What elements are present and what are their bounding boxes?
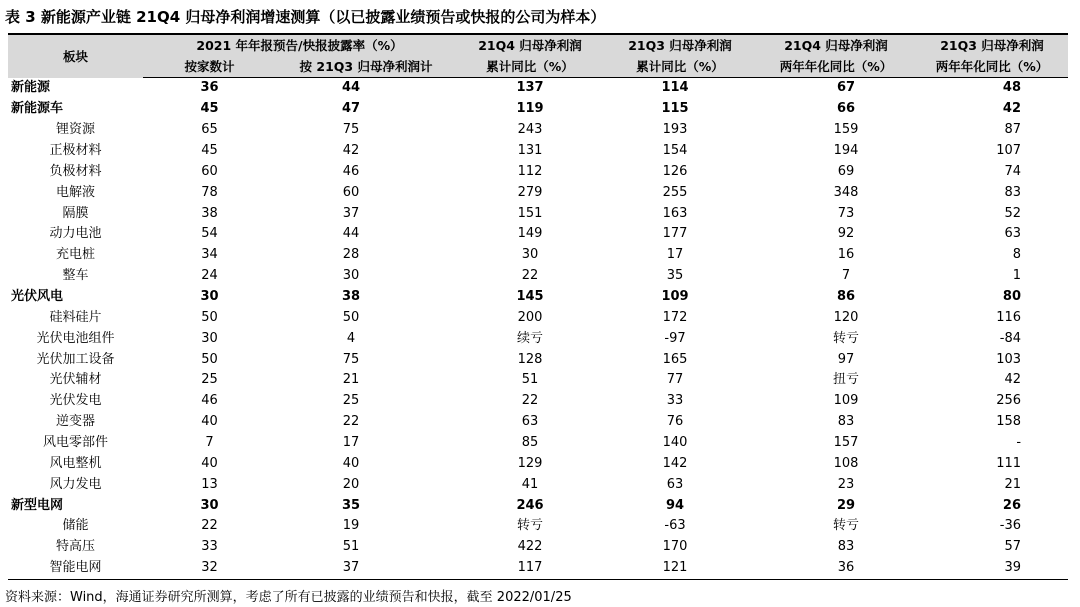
- row-label: 新能源车: [11, 101, 64, 117]
- cell-q3-two-year: 158: [996, 414, 1022, 430]
- cell-count-rate: 40: [201, 414, 218, 430]
- table-body: [8, 78, 1068, 580]
- row-label: 逆变器: [55, 414, 95, 430]
- row-label: 光伏发电: [49, 393, 102, 409]
- table-row: [8, 203, 1068, 224]
- cell-q3-two-year: 116: [996, 309, 1022, 325]
- cell-q3-cumulative: -97: [664, 330, 686, 346]
- cell-q3-two-year: 52: [1004, 205, 1022, 221]
- cell-q4-two-year: 194: [833, 143, 859, 158]
- cell-count-rate: 65: [201, 122, 218, 138]
- category-row: [8, 99, 1068, 120]
- cell-q4-cumulative: 151: [517, 205, 543, 221]
- cell-q3-cumulative: 63: [666, 476, 684, 492]
- cell-q3-two-year: 1: [1012, 268, 1022, 284]
- cell-q4-cumulative: 279: [517, 184, 543, 200]
- cell-q4-two-year: 67: [836, 80, 856, 96]
- table-row: [8, 224, 1068, 245]
- table-row: [8, 558, 1068, 579]
- header-disclosure-rate: 2021 年年报预告/快报披露率（%）: [143, 34, 456, 56]
- category-row: [8, 287, 1068, 308]
- row-label: 电解液: [55, 184, 95, 200]
- cell-profit-rate: 4: [346, 330, 356, 346]
- cell-q4-two-year: 159: [833, 122, 859, 138]
- cell-q3-two-year: -36: [999, 518, 1022, 534]
- cell-q4-cumulative: 131: [517, 143, 543, 158]
- cell-count-rate: 38: [201, 205, 218, 221]
- cell-q3-cumulative: 121: [604, 558, 756, 579]
- cell-q3-two-year: 8: [1012, 247, 1022, 263]
- cell-q4-cumulative: 137: [516, 80, 544, 96]
- header-by-profit: 按 21Q3 归母净利润计: [276, 56, 456, 78]
- cell-q3-two-year: 83: [1004, 184, 1022, 200]
- cell-count-rate: 45: [201, 143, 218, 158]
- cell-q3-two-year: 39: [916, 558, 1068, 579]
- cell-q3-cumulative: 76: [666, 414, 684, 430]
- cell-q4-two-year: 16: [837, 247, 855, 263]
- cell-q3-two-year: 80: [1002, 289, 1022, 305]
- cell-q3-cumulative: 77: [666, 372, 684, 388]
- cell-q4-two-year: 92: [837, 226, 855, 242]
- cell-profit-rate: 42: [342, 143, 360, 158]
- cell-count-rate: 30: [201, 330, 218, 346]
- table-row: [8, 120, 1068, 141]
- cell-q4-two-year: 348: [833, 184, 859, 200]
- cell-q4-cumulative: 112: [517, 163, 543, 179]
- cell-q4-cumulative: 22: [521, 393, 539, 409]
- cell-q3-cumulative: 154: [662, 143, 688, 158]
- cell-profit-rate: 44: [342, 226, 360, 242]
- cell-q4-cumulative: 129: [517, 455, 543, 471]
- cell-q4-two-year: 转亏: [833, 518, 860, 534]
- cell-q3-two-year: 111: [996, 455, 1022, 471]
- cell-count-rate: 25: [201, 372, 218, 388]
- cell-count-rate: 33: [201, 539, 218, 555]
- table-row: [8, 474, 1068, 495]
- cell-q3-two-year: 21: [1004, 476, 1022, 492]
- category-row: [8, 78, 1068, 99]
- table-row: [8, 307, 1068, 328]
- table-row: [8, 266, 1068, 287]
- table-row: [8, 328, 1068, 349]
- cell-count-rate: 50: [201, 351, 218, 367]
- cell-q4-two-year: 83: [837, 539, 855, 555]
- cell-q3-two-year: 42: [1002, 101, 1022, 117]
- cell-count-rate: 34: [201, 247, 218, 263]
- cell-q4-cumulative: 422: [517, 539, 543, 555]
- cell-q4-cumulative: 145: [516, 289, 544, 305]
- header-q3-cumulative-line1: 21Q3 归母净利润: [604, 34, 756, 56]
- cell-q4-cumulative: 85: [521, 435, 539, 451]
- cell-profit-rate: 21: [342, 372, 360, 388]
- cell-q3-two-year: 42: [1004, 372, 1022, 388]
- cell-profit-rate: 75: [342, 122, 360, 138]
- cell-count-rate: 54: [201, 226, 218, 242]
- cell-q4-cumulative: 117: [456, 558, 604, 579]
- cell-q4-two-year: 97: [837, 351, 855, 367]
- row-label: 隔膜: [62, 205, 89, 221]
- cell-count-rate: 40: [201, 455, 218, 471]
- header-q4-cumulative-line2: 累计同比（%）: [456, 56, 604, 78]
- cell-profit-rate: 25: [342, 393, 360, 409]
- cell-profit-rate: 37: [276, 558, 456, 579]
- row-label: 光伏加工设备: [36, 351, 115, 367]
- cell-q3-cumulative: 35: [666, 268, 684, 284]
- table-row: [8, 433, 1068, 454]
- cell-count-rate: 78: [201, 184, 218, 200]
- cell-q4-cumulative: 119: [516, 101, 544, 117]
- row-label: 光伏辅材: [49, 372, 102, 388]
- cell-q3-cumulative: 177: [662, 226, 688, 242]
- cell-profit-rate: 37: [342, 205, 360, 221]
- table-row: [8, 453, 1068, 474]
- cell-q3-cumulative: 163: [662, 205, 688, 221]
- cell-q3-two-year: 57: [1004, 539, 1022, 555]
- cell-q4-two-year: 7: [841, 268, 851, 284]
- cell-q4-two-year: 73: [837, 205, 855, 221]
- row-label: 动力电池: [49, 226, 102, 242]
- cell-q3-two-year: -: [1016, 435, 1022, 451]
- cell-profit-rate: 44: [341, 80, 361, 96]
- cell-q3-two-year: 107: [996, 143, 1022, 158]
- table-row: [8, 391, 1068, 412]
- cell-profit-rate: 46: [342, 163, 360, 179]
- cell-count-rate: 30: [200, 289, 219, 305]
- row-label: 新型电网: [11, 497, 64, 513]
- cell-q3-cumulative: 193: [662, 122, 688, 138]
- cell-q4-cumulative: 转亏: [517, 518, 544, 534]
- cell-q4-cumulative: 246: [516, 497, 544, 513]
- cell-q4-two-year: 157: [833, 435, 859, 451]
- cell-profit-rate: 40: [342, 455, 360, 471]
- cell-count-rate: 7: [205, 435, 214, 451]
- cell-q4-cumulative: 续亏: [517, 330, 544, 346]
- cell-q4-two-year: 69: [837, 163, 855, 179]
- row-label: 智能电网: [8, 558, 143, 579]
- cell-q3-cumulative: 109: [661, 289, 689, 305]
- table-title: 表 3 新能源产业链 21Q4 归母净利润增速测算（以已披露业绩预告或快报的公司为样本）: [5, 8, 606, 26]
- cell-q3-cumulative: 115: [661, 101, 689, 117]
- cell-q3-cumulative: 142: [662, 455, 688, 471]
- cell-q4-cumulative: 63: [521, 414, 539, 430]
- cell-q3-two-year: 26: [1002, 497, 1022, 513]
- row-label: 整车: [62, 268, 89, 284]
- cell-count-rate: 50: [201, 309, 218, 325]
- cell-profit-rate: 50: [342, 309, 360, 325]
- cell-count-rate: 22: [201, 518, 218, 534]
- cell-count-rate: 45: [200, 101, 219, 117]
- row-label: 充电桩: [55, 247, 95, 263]
- cell-q4-two-year: 120: [833, 309, 859, 325]
- cell-q3-cumulative: 33: [666, 393, 684, 409]
- cell-q4-cumulative: 243: [517, 122, 543, 138]
- cell-q4-cumulative: 51: [521, 372, 539, 388]
- row-label: 风电整机: [49, 455, 102, 471]
- table-row: [8, 161, 1068, 182]
- cell-q3-two-year: 256: [996, 393, 1022, 409]
- cell-q4-cumulative: 200: [517, 309, 543, 325]
- cell-q4-cumulative: 30: [521, 247, 539, 263]
- header-q3-two-year-line1: 21Q3 归母净利润: [916, 34, 1068, 56]
- cell-profit-rate: 19: [342, 518, 360, 534]
- row-label: 储能: [62, 518, 89, 534]
- row-label: 硅料硅片: [49, 309, 102, 325]
- row-label: 风力发电: [49, 476, 102, 492]
- cell-q3-two-year: 48: [1002, 80, 1022, 96]
- cell-profit-rate: 47: [341, 101, 361, 117]
- row-label: 风电零部件: [42, 435, 108, 451]
- cell-q4-two-year: 83: [837, 414, 855, 430]
- row-label: 新能源: [11, 80, 51, 96]
- cell-count-rate: 30: [200, 497, 219, 513]
- cell-q4-two-year: 109: [833, 393, 859, 409]
- table-row: [8, 349, 1068, 370]
- cell-q4-two-year: 扭亏: [833, 372, 860, 388]
- row-label: 正极材料: [49, 143, 102, 158]
- table-row: [8, 516, 1068, 537]
- growth-table: [8, 33, 1068, 580]
- header-q3-two-year-line2: 两年年化同比（%）: [916, 56, 1068, 78]
- cell-q3-cumulative: 114: [661, 80, 689, 96]
- table-row: [8, 182, 1068, 203]
- cell-q3-two-year: 74: [1004, 163, 1022, 179]
- cell-q3-two-year: 103: [996, 351, 1022, 367]
- cell-profit-rate: 30: [342, 268, 360, 284]
- cell-profit-rate: 38: [341, 289, 361, 305]
- cell-profit-rate: 75: [342, 351, 360, 367]
- row-label: 负极材料: [49, 163, 102, 179]
- row-label: 特高压: [55, 539, 95, 555]
- cell-count-rate: 13: [201, 476, 218, 492]
- cell-count-rate: 60: [201, 163, 218, 179]
- cell-profit-rate: 28: [342, 247, 360, 263]
- cell-q3-cumulative: -63: [664, 518, 686, 534]
- header-q4-two-year-line2: 两年年化同比（%）: [756, 56, 916, 78]
- cell-q4-cumulative: 149: [517, 226, 543, 242]
- cell-q3-two-year: 87: [1004, 122, 1022, 138]
- cell-q3-cumulative: 255: [662, 184, 688, 200]
- cell-count-rate: 46: [201, 393, 218, 409]
- cell-q4-two-year: 23: [837, 476, 855, 492]
- row-label: 光伏风电: [11, 289, 64, 305]
- cell-profit-rate: 17: [342, 435, 360, 451]
- cell-q4-two-year: 66: [836, 101, 856, 117]
- header-q4-two-year-line1: 21Q4 归母净利润: [756, 34, 916, 56]
- cell-profit-rate: 22: [342, 414, 360, 430]
- cell-q3-cumulative: 94: [665, 497, 685, 513]
- cell-q4-two-year: 108: [833, 455, 859, 471]
- table-row: [8, 245, 1068, 266]
- table-header: [8, 34, 1068, 78]
- cell-profit-rate: 20: [342, 476, 360, 492]
- table-row: [8, 537, 1068, 558]
- cell-q4-two-year: 29: [836, 497, 856, 513]
- source-note: 资料来源：Wind，海通证券研究所测算，考虑了所有已披露的业绩预告和快报，截至 2022/01/25: [5, 590, 572, 605]
- row-label: 锂资源: [55, 122, 95, 138]
- cell-q3-cumulative: 140: [662, 435, 688, 451]
- cell-count-rate: 32: [143, 558, 276, 579]
- data-table-container: [8, 33, 1068, 580]
- cell-q3-two-year: 63: [1004, 226, 1022, 242]
- cell-q4-cumulative: 22: [521, 268, 539, 284]
- header-q4-cumulative-line1: 21Q4 归母净利润: [456, 34, 604, 56]
- cell-q4-cumulative: 41: [521, 476, 539, 492]
- header-q3-cumulative-line2: 累计同比（%）: [604, 56, 756, 78]
- cell-q4-two-year: 86: [836, 289, 856, 305]
- cell-profit-rate: 35: [341, 497, 361, 513]
- cell-q4-two-year: 转亏: [833, 330, 860, 346]
- cell-profit-rate: 51: [342, 539, 360, 555]
- table-row: [8, 370, 1068, 391]
- header-by-count: 按家数计: [143, 56, 276, 78]
- row-label: 光伏电池组件: [36, 330, 115, 346]
- table-row: [8, 141, 1068, 162]
- cell-q3-cumulative: 17: [666, 247, 684, 263]
- table-row: [8, 412, 1068, 433]
- category-row: [8, 495, 1068, 516]
- header-board: 板块: [8, 34, 143, 78]
- cell-q4-two-year: 36: [756, 558, 916, 579]
- cell-q4-cumulative: 128: [517, 351, 543, 367]
- cell-q3-two-year: -84: [999, 330, 1022, 346]
- cell-q3-cumulative: 170: [662, 539, 688, 555]
- cell-count-rate: 24: [201, 268, 218, 284]
- cell-profit-rate: 60: [342, 184, 360, 200]
- cell-count-rate: 36: [200, 80, 219, 96]
- cell-q3-cumulative: 172: [662, 309, 688, 325]
- cell-q3-cumulative: 165: [662, 351, 688, 367]
- cell-q3-cumulative: 126: [662, 163, 688, 179]
